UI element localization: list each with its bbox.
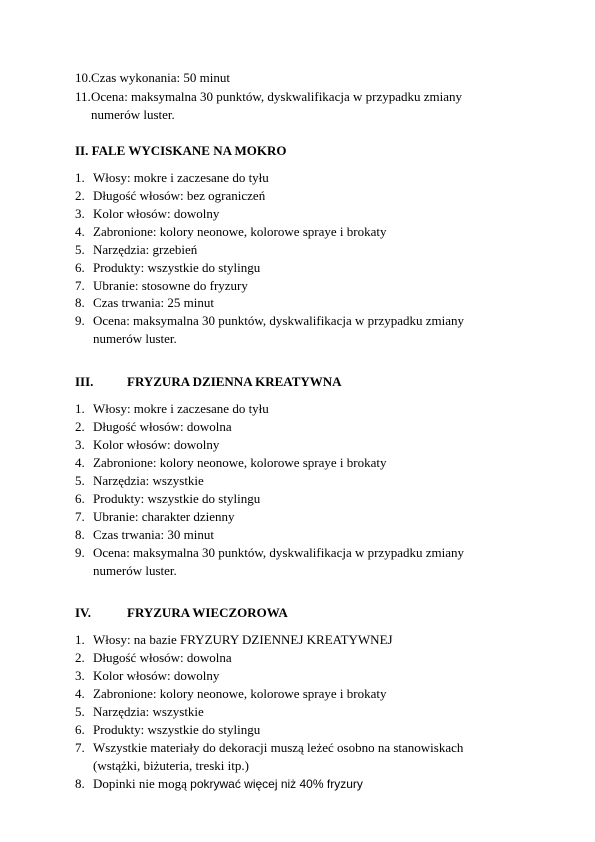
item-number: 8.: [75, 295, 85, 310]
section-number: III.: [75, 374, 94, 389]
item-text: Długość włosów: bez ograniczeń: [93, 188, 266, 203]
item-text: numerów luster.: [93, 331, 177, 346]
item-number: 1.: [75, 170, 85, 185]
item-text: numerów luster.: [93, 563, 177, 578]
item-number: 3.: [75, 668, 85, 683]
item-number: 7.: [75, 509, 85, 524]
item-text: Kolor włosów: dowolny: [93, 437, 220, 452]
item-text: Narzędzia: grzebień: [93, 242, 198, 257]
item-text: Narzędzia: wszystkie: [93, 473, 204, 488]
item-text: Czas wykonania: 50 minut: [91, 70, 231, 85]
item-text: [93, 776, 363, 792]
item-number: 2.: [75, 650, 85, 665]
item-number: 6.: [75, 260, 85, 275]
item-text: Ocena: maksymalna 30 punktów, dyskwalifikacja w przypadku zmiany: [91, 89, 462, 104]
item-text: Czas trwania: 30 minut: [93, 527, 214, 542]
item-number: 7.: [75, 740, 85, 755]
item-text: Produkty: wszystkie do stylingu: [93, 722, 261, 737]
item-text: Zabronione: kolory neonowe, kolorowe spraye i brokaty: [93, 455, 387, 470]
item-text: Włosy: mokre i zaczesane do tyłu: [93, 170, 269, 185]
item-text: Ubranie: stosowne do fryzury: [93, 278, 248, 293]
item-number: 3.: [75, 206, 85, 221]
item-text: Ubranie: charakter dzienny: [93, 509, 235, 524]
item-number: 6.: [75, 491, 85, 506]
item-number: 4.: [75, 455, 85, 470]
item-text-serif: Dopinki nie mogą: [93, 776, 191, 791]
item-text: Długość włosów: dowolna: [93, 419, 232, 434]
item-number: 1.: [75, 632, 85, 647]
item-number: 9.: [75, 545, 85, 560]
item-number: 5.: [75, 704, 85, 719]
item-text: Czas trwania: 25 minut: [93, 295, 214, 310]
item-text: Zabronione: kolory neonowe, kolorowe spraye i brokaty: [93, 686, 387, 701]
item-text: Produkty: wszystkie do stylingu: [93, 260, 261, 275]
section-heading: FRYZURA DZIENNA KREATYWNA: [127, 374, 342, 389]
item-number: 8.: [75, 776, 85, 791]
item-number: 5.: [75, 473, 85, 488]
item-text: Narzędzia: wszystkie: [93, 704, 204, 719]
item-text: Kolor włosów: dowolny: [93, 668, 220, 683]
item-number: 2.: [75, 419, 85, 434]
item-number: 11.: [75, 89, 91, 104]
item-text: numerów luster.: [91, 107, 175, 122]
item-number: 6.: [75, 722, 85, 737]
item-number: 3.: [75, 437, 85, 452]
section-number: IV.: [75, 605, 92, 620]
item-text: Wszystkie materiały do dekoracji muszą leżeć osobno na stanowiskach: [93, 740, 464, 755]
item-text: (wstążki, biżuteria, treski itp.): [93, 758, 249, 773]
section-heading: II. FALE WYCISKANE NA MOKRO: [75, 143, 287, 158]
item-text: Długość włosów: dowolna: [93, 650, 232, 665]
item-number: 4.: [75, 686, 85, 701]
item-number: 1.: [75, 401, 85, 416]
item-text: Włosy: mokre i zaczesane do tyłu: [93, 401, 269, 416]
item-text: Kolor włosów: dowolny: [93, 206, 220, 221]
item-number: 10.: [75, 70, 92, 85]
item-number: 7.: [75, 278, 85, 293]
item-text: Ocena: maksymalna 30 punktów, dyskwalifikacja w przypadku zmiany: [93, 545, 464, 560]
item-number: 5.: [75, 242, 85, 257]
item-number: 9.: [75, 313, 85, 328]
item-text: Produkty: wszystkie do stylingu: [93, 491, 261, 506]
item-text-sans: pokrywać więcej niż 40% fryzury: [190, 777, 363, 791]
section-heading: FRYZURA WIECZOROWA: [127, 605, 288, 620]
item-text: Włosy: na bazie FRYZURY DZIENNEJ KREATYWNEJ: [93, 632, 393, 647]
item-text: Zabronione: kolory neonowe, kolorowe spraye i brokaty: [93, 224, 387, 239]
item-number: 2.: [75, 188, 85, 203]
item-text: Ocena: maksymalna 30 punktów, dyskwalifikacja w przypadku zmiany: [93, 313, 464, 328]
item-number: 4.: [75, 224, 85, 239]
item-number: 8.: [75, 527, 85, 542]
